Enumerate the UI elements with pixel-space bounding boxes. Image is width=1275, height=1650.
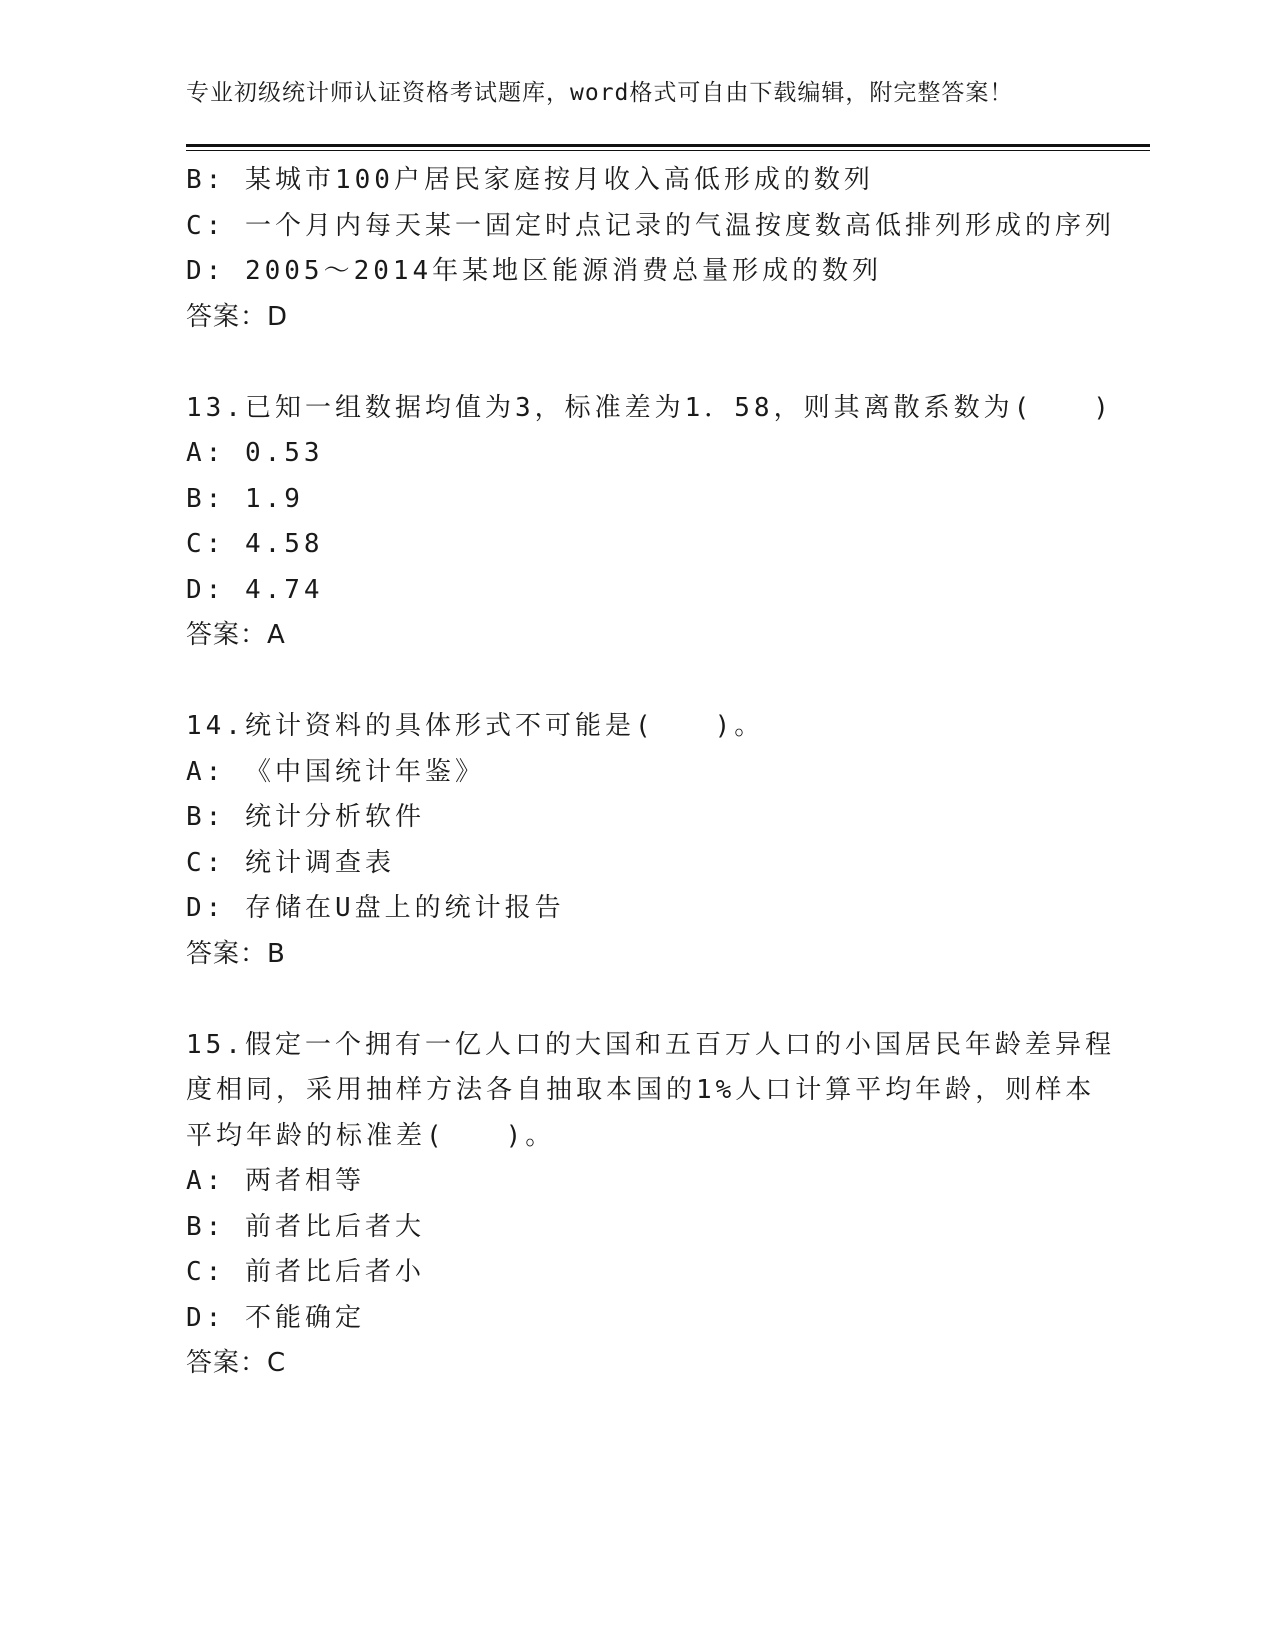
answer: 答案：D (186, 301, 289, 332)
question-stem-line: 15.假定一个拥有一亿人口的大国和五百万人口的小国居民年龄差异程 (186, 1029, 1115, 1060)
prev-question (186, 158, 1136, 340)
answer: 答案：B (186, 938, 286, 969)
spacer (186, 977, 1136, 1023)
spacer (186, 340, 1136, 386)
spacer (186, 659, 1136, 705)
option-b: B: 某城市100户居民家庭按月收入高低形成的数列 (186, 165, 874, 195)
option-a: A: 0.53 (186, 438, 324, 468)
question-stem: 13.已知一组数据均值为3，标准差为1．58，则其离散系数为( ) (186, 392, 1113, 423)
question-stem-line: 度相同，采用抽样方法各自抽取本国的1%人口计算平均年龄，则样本 (186, 1075, 1096, 1105)
option-d: D: 2005～2014年某地区能源消费总量形成的数列 (186, 256, 883, 286)
header-rule-thin (186, 150, 1150, 151)
option-c: C: 一个月内每天某一固定时点记录的气温按度数高低排列形成的序列 (186, 210, 1115, 241)
option-b: B: 1.9 (186, 483, 304, 514)
question-14 (186, 704, 1136, 977)
document-header: 专业初级统计师认证资格考试题库，word格式可自由下载编辑，附完整答案！ (186, 80, 1014, 106)
option-b: B: 前者比后者大 (186, 1211, 425, 1242)
option-c: C: 前者比后者小 (186, 1257, 425, 1287)
question-stem-line: 平均年龄的标准差( )。 (186, 1120, 556, 1151)
header-rule-thick (186, 144, 1150, 147)
option-c: C: 4.58 (186, 529, 324, 559)
question-content (186, 158, 1136, 1387)
option-d: D: 存储在U盘上的统计报告 (186, 893, 565, 923)
answer: 答案：C (186, 1348, 287, 1378)
option-c: C: 统计调查表 (186, 847, 395, 878)
option-b: B: 统计分析软件 (186, 802, 425, 832)
option-d: D: 不能确定 (186, 1302, 365, 1333)
question-15 (186, 1023, 1136, 1387)
question-13 (186, 386, 1136, 659)
option-a: A: 两者相等 (186, 1166, 365, 1196)
option-a: A: 《中国统计年鉴》 (186, 756, 485, 787)
option-d: D: 4.74 (186, 574, 324, 605)
answer: 答案：A (186, 620, 286, 650)
question-stem (186, 1023, 1115, 1160)
question-stem: 14.统计资料的具体形式不可能是( )。 (186, 711, 765, 741)
